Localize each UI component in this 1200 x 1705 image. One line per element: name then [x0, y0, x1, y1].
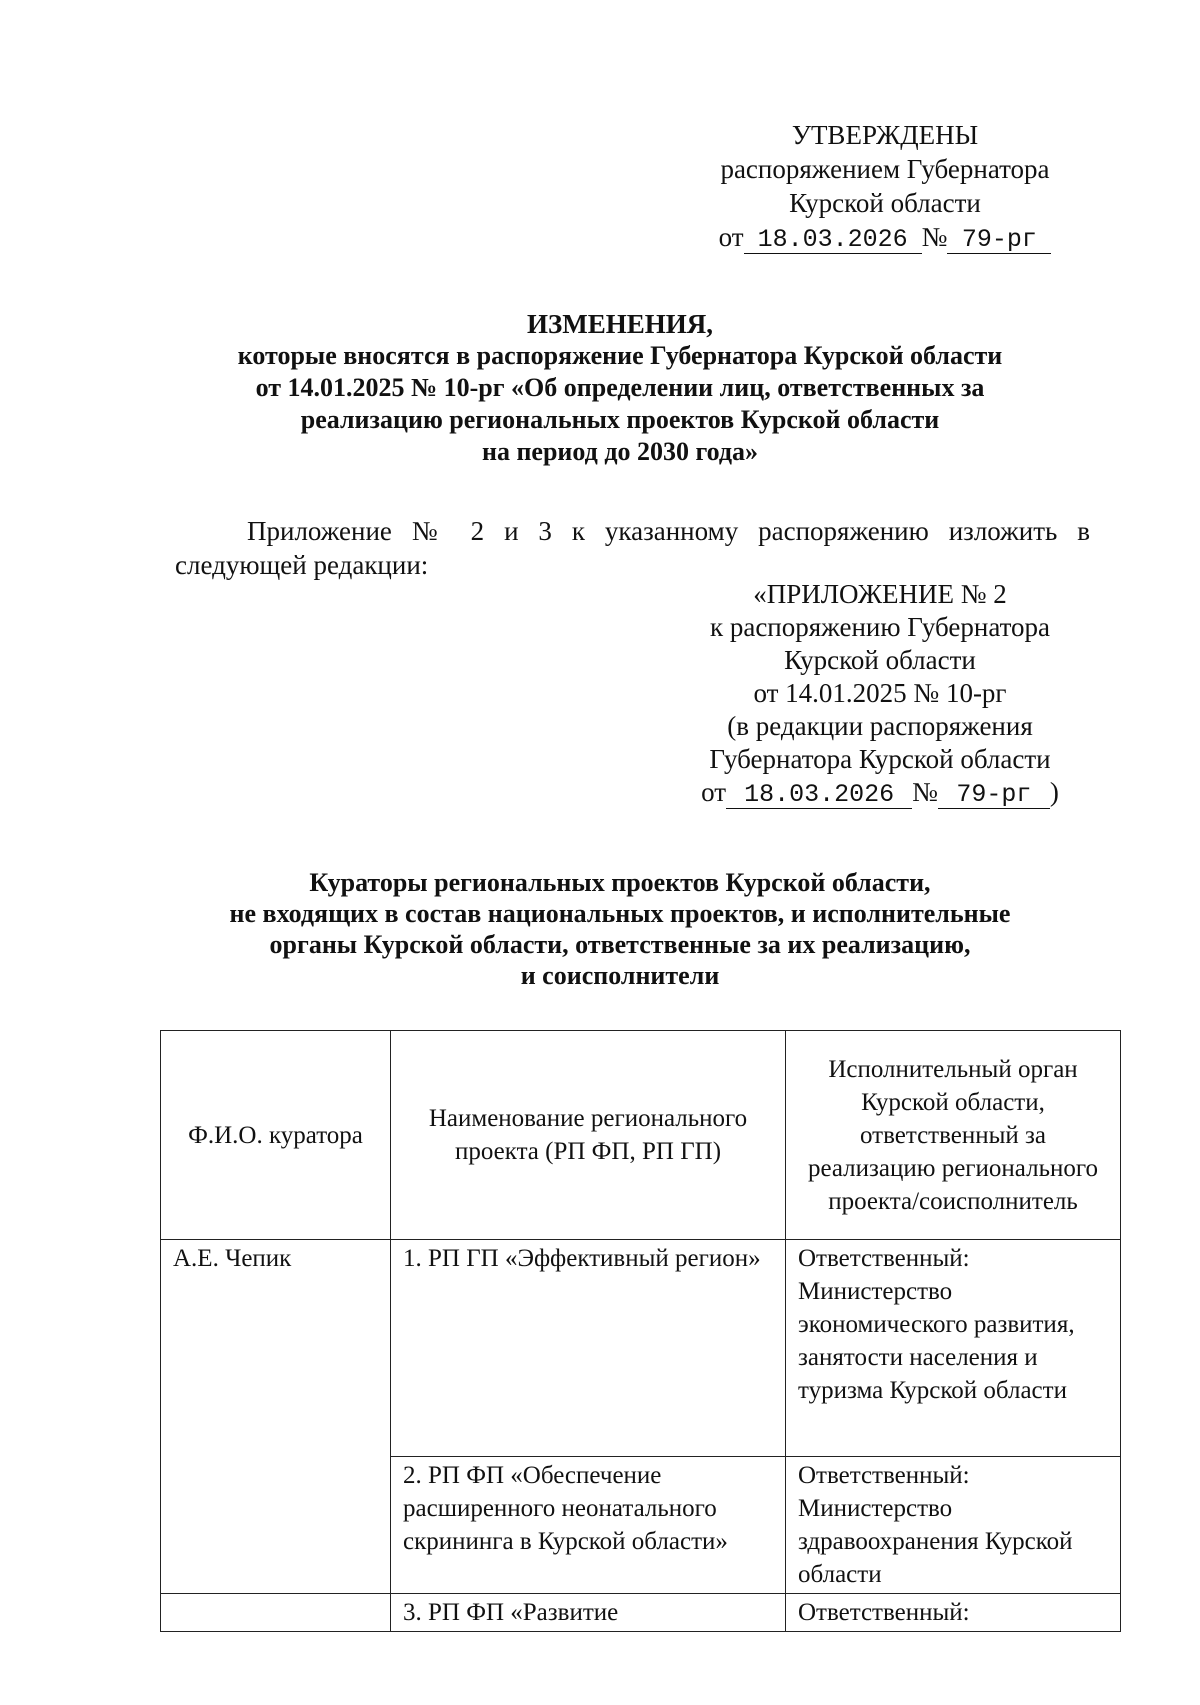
- subtitle-line: Кураторы региональных проектов Курской области,: [309, 868, 931, 897]
- approval-line: Курской области: [789, 188, 981, 218]
- approval-number: 79-рг: [947, 227, 1051, 254]
- title-line: которые вносятся в распоряжение Губернатора Курской области: [237, 341, 1003, 370]
- header-project: Наименование регионального проекта (РП ФП, РП ГП): [391, 1031, 786, 1240]
- appendix-line: Губернатора Курской области: [709, 744, 1051, 774]
- appendix-date-line: [690, 776, 1070, 809]
- subtitle-line: не входящих в состав национальных проектов, и исполнительные: [229, 899, 1011, 928]
- header-org: Исполнительный орган Курской области, ответственный за реализацию регионального проекта/соисполнитель: [786, 1031, 1121, 1240]
- body-paragraph: [175, 514, 1090, 582]
- number-label: №: [912, 777, 938, 807]
- curator-name: А.Е. Чепик: [161, 1240, 391, 1594]
- number-label: №: [921, 222, 948, 252]
- appendix-line: к распоряжению Губернатора: [709, 612, 1051, 642]
- title-main: ИЗМЕНЕНИЯ,: [526, 309, 713, 339]
- appendix-header: [690, 578, 1070, 809]
- approval-line: распоряжением Губернатора: [720, 154, 1050, 184]
- project-name: 1. РП ГП «Эффективный регион»: [391, 1240, 786, 1457]
- responsible-org: Ответственный: Министерство здравоохранения Курской области: [786, 1457, 1121, 1594]
- from-label: от: [718, 222, 744, 252]
- appendix-line: Курской области: [784, 645, 976, 675]
- approval-stamp: [700, 118, 1070, 254]
- appendix-line: от 14.01.2025 № 10-рг: [753, 678, 1007, 708]
- table-row: [161, 1594, 1121, 1632]
- document-title: [160, 308, 1080, 468]
- appendix-number: 79-рг: [938, 782, 1050, 809]
- title-line: реализацию региональных проектов Курской области: [300, 405, 940, 434]
- appendix-line: (в редакции распоряжения: [727, 711, 1033, 741]
- title-line: от 14.01.2025 № 10-рг «Об определении лиц, ответственных за: [255, 373, 985, 402]
- approval-date-line: [700, 220, 1070, 254]
- curator-cell-empty: [161, 1594, 391, 1632]
- table-title: [160, 867, 1080, 991]
- closing-paren: ): [1049, 777, 1059, 807]
- subtitle-line: и соисполнители: [520, 961, 720, 990]
- table-row: [161, 1240, 1121, 1457]
- responsible-org: Ответственный:: [786, 1594, 1121, 1632]
- appendix-date: 18.03.2026: [726, 782, 912, 809]
- responsible-org: Ответственный: Министерство экономического развития, занятости населения и туризма Курской области: [786, 1240, 1121, 1457]
- project-name: 2. РП ФП «Обеспечение расширенного неонатального скрининга в Курской области»: [391, 1457, 786, 1594]
- title-line: на период до 2030 года»: [481, 437, 759, 466]
- table-header-row: [161, 1031, 1121, 1240]
- paragraph-line: следующей редакции:: [175, 550, 429, 580]
- project-name: 3. РП ФП «Развитие: [391, 1594, 786, 1632]
- approval-date: 18.03.2026: [744, 227, 922, 254]
- appendix-line: «ПРИЛОЖЕНИЕ № 2: [753, 579, 1007, 609]
- approval-title: УТВЕРЖДЕНЫ: [791, 120, 979, 150]
- subtitle-line: органы Курской области, ответственные за их реализацию,: [269, 930, 971, 959]
- curators-table: [160, 1030, 1121, 1632]
- from-label: от: [701, 777, 727, 807]
- paragraph-line: Приложение № 2 и 3 к указанному распоряжению изложить в: [247, 516, 1090, 546]
- header-curator: Ф.И.О. куратора: [161, 1031, 391, 1240]
